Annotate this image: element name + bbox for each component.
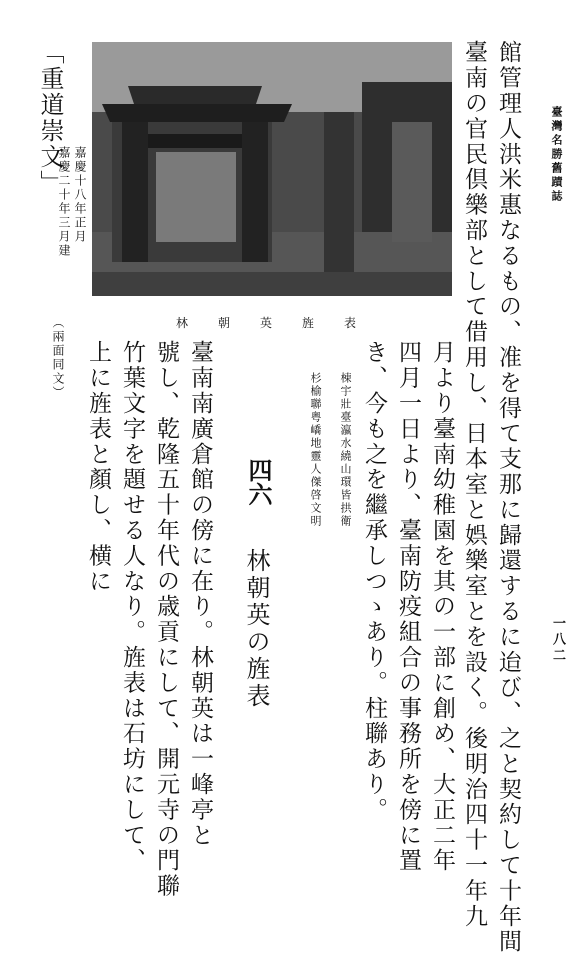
body-column-2: 臺南の官民倶樂部として借用し、日本室と娯樂室とを設く。後明治四十一年九	[461, 40, 487, 929]
section-text-column-2: 號し、乾隆五十年代の歳貢にして、開元寺の門聯	[153, 340, 179, 899]
section-text-column-1: 臺南南廣倉館の傍に在り。林朝英は一峰亭と	[187, 340, 213, 848]
body-column-4: 四月一日より、臺南防疫組合の事務所を傍に置	[395, 340, 421, 874]
section-number: 四六	[244, 458, 273, 506]
body-column-5: き、今も之を繼承しつゝあり。柱聯あり。	[361, 340, 387, 823]
photo-caption: 林朝英旌表	[176, 316, 387, 330]
memorial-arch-photo	[92, 42, 452, 296]
running-title: 臺灣名勝舊蹟誌	[550, 106, 563, 204]
plaque-side-note: （兩面同文）	[51, 316, 65, 400]
section-text-column-3: 竹葉文字を題せる人なり。旌表は石坊にして、	[119, 340, 145, 874]
couplet-line-2: 杉榆聯粤嶠地靈人傑啓文明	[309, 372, 322, 528]
body-column-1: 館管理人洪米惠なるもの、准を得て支那に歸還するに迨び、之と契約して十年間	[495, 40, 521, 954]
plaque-date-line-1: 嘉慶十八年正月	[73, 146, 87, 244]
plaque-inscription: 「重道崇文」	[36, 40, 64, 196]
couplet-line-1: 棟宇壯臺瀛水繞山環皆拱衛	[339, 372, 352, 528]
page-number: 一八二	[550, 616, 565, 664]
section-text-column-4: 上に旌表と顏し、横に	[85, 340, 111, 594]
body-column-3: 月より臺南幼稚園を其の一部に創め、大正二年	[429, 340, 455, 874]
plaque-date-line-2: 嘉慶二十年三月建	[57, 146, 71, 258]
section-title: 林朝英の旌表	[242, 548, 270, 710]
memorial-arch-image	[92, 42, 452, 296]
